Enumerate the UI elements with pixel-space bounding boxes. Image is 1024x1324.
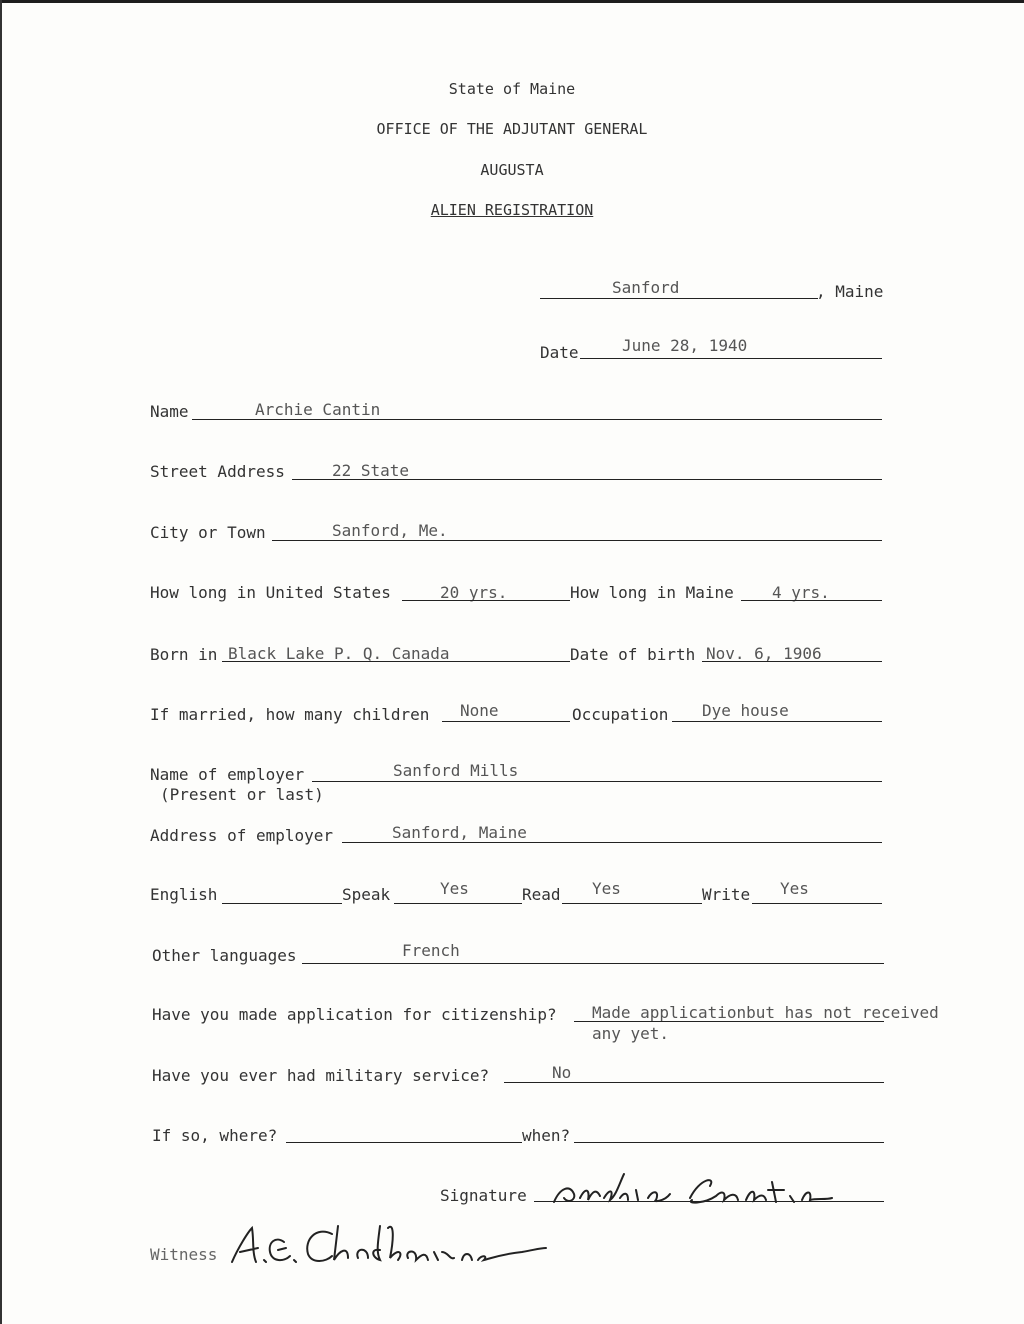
city-label: City or Town: [150, 523, 266, 542]
employer-address-value: Sanford, Maine: [392, 823, 527, 842]
when-line: [574, 1142, 884, 1143]
employer-address-label: Address of employer: [150, 826, 334, 845]
city-value: Sanford, Me.: [332, 521, 448, 540]
city-line: [272, 540, 882, 541]
citizenship-label: Have you made application for citizenship?: [152, 1005, 557, 1024]
children-label: If married, how many children: [150, 705, 430, 724]
occupation-line: [672, 721, 882, 722]
dob-line: [702, 661, 882, 662]
citizenship-value-line1: Made applicationbut has not received: [592, 1003, 939, 1022]
children-line: [442, 721, 570, 722]
scan-edge-left: [0, 0, 2, 1324]
form-title: ALIEN REGISTRATION: [430, 201, 594, 219]
other-languages-line: [302, 963, 884, 964]
date-line: [580, 358, 882, 359]
citizenship-value-line2: any yet.: [592, 1024, 670, 1043]
english-label: English: [150, 885, 218, 904]
maine-length-value: 4 yrs.: [772, 583, 830, 602]
born-in-value: Black Lake P. Q. Canada: [228, 644, 450, 663]
maine-length-label: How long in Maine: [570, 583, 734, 602]
speak-line: [394, 903, 522, 904]
military-value: No: [552, 1063, 572, 1082]
signature-handwriting: [540, 1168, 840, 1212]
location-suffix: , Maine: [816, 282, 884, 301]
read-line: [562, 903, 702, 904]
write-value: Yes: [780, 879, 809, 898]
write-line: [752, 903, 882, 904]
citizenship-line: [574, 1021, 884, 1022]
signature-label: Signature: [440, 1186, 527, 1205]
military-line: [504, 1082, 884, 1083]
name-value: Archie Cantin: [255, 400, 381, 419]
employer-address-line: [342, 842, 882, 843]
speak-label: Speak: [342, 885, 391, 904]
other-languages-label: Other languages: [152, 946, 297, 965]
dob-value: Nov. 6, 1906: [706, 644, 822, 663]
header-office: OFFICE OF THE ADJUTANT GENERAL: [376, 120, 648, 138]
occupation-value: Dye house: [702, 701, 789, 720]
english-line: [222, 903, 342, 904]
where-label: If so, where?: [152, 1126, 278, 1145]
witness-label: Witness: [150, 1245, 218, 1264]
header-state: State of Maine: [448, 80, 576, 98]
military-label: Have you ever had military service?: [152, 1066, 490, 1085]
other-languages-value: French: [402, 941, 460, 960]
maine-length-line: [741, 600, 882, 601]
location-line: [540, 298, 818, 299]
born-in-line: [222, 661, 570, 662]
name-label: Name: [150, 402, 189, 421]
dob-label: Date of birth: [570, 645, 696, 664]
write-label: Write: [702, 885, 751, 904]
us-length-label: How long in United States: [150, 583, 391, 602]
occupation-label: Occupation: [572, 705, 669, 724]
location-value: Sanford: [612, 278, 680, 297]
when-label: when?: [522, 1126, 571, 1145]
street-label: Street Address: [150, 462, 285, 481]
header-title-wrap: [0, 201, 1024, 219]
speak-value: Yes: [440, 879, 469, 898]
employer-line: [312, 781, 882, 782]
read-label: Read: [522, 885, 561, 904]
children-value: None: [460, 701, 499, 720]
employer-label: Name of employer: [150, 765, 305, 784]
scan-edge-top: [0, 0, 1024, 3]
us-length-value: 20 yrs.: [440, 583, 508, 602]
name-line: [192, 419, 882, 420]
us-length-line: [402, 600, 570, 601]
street-line: [292, 479, 882, 480]
street-value: 22 State: [332, 461, 410, 480]
born-in-label: Born in: [150, 645, 218, 664]
read-value: Yes: [592, 879, 621, 898]
date-value: June 28, 1940: [622, 336, 748, 355]
where-line: [286, 1142, 522, 1143]
employer-value: Sanford Mills: [393, 761, 519, 780]
employer-sublabel: (Present or last): [160, 785, 324, 804]
date-label: Date: [540, 343, 579, 362]
header-city: AUGUSTA: [480, 161, 544, 179]
witness-handwriting: [222, 1218, 552, 1274]
